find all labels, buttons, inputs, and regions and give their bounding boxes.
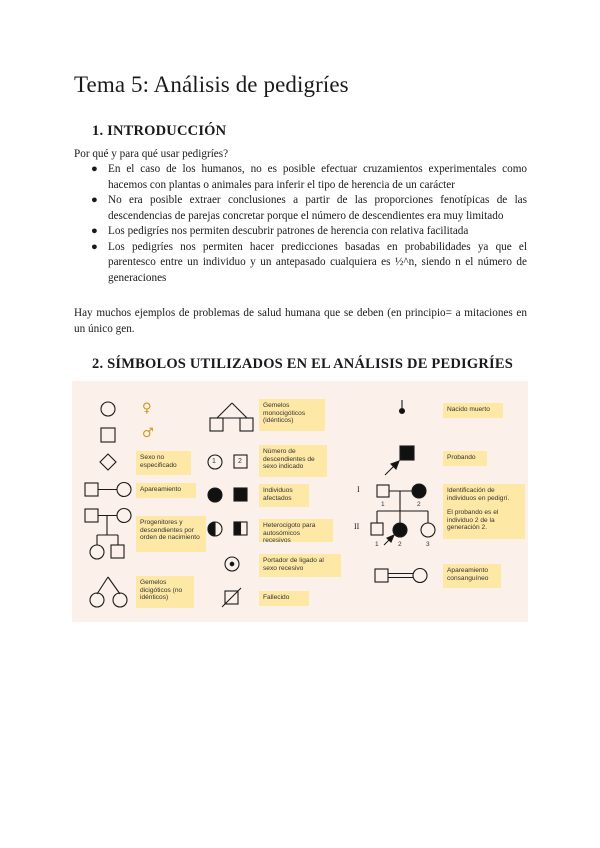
label-gemelos-monocigoticos: Gemelos monocigóticos (idénticos) — [259, 399, 325, 431]
pedigree-symbols-figure — [72, 381, 528, 622]
bullet-dot-icon: ● — [91, 240, 98, 253]
affected-male-icon — [234, 488, 247, 501]
number-two-label: 2 — [238, 458, 242, 465]
affected-female-icon — [208, 488, 222, 502]
carrier-icon — [225, 557, 239, 571]
consanguineous-mating-icon — [375, 569, 427, 583]
bullet-dot-icon: ● — [91, 163, 98, 175]
page-title: Tema 5: Análisis de pedigríes — [74, 72, 349, 97]
female-symbol-icon: ♀ — [142, 401, 152, 416]
monozygotic-twins-icon — [210, 403, 253, 431]
label-individuos-afectados: Individuos afectados — [259, 484, 309, 507]
pedigree-number-II1: 1 — [375, 541, 379, 548]
bullet-dot-icon: ● — [91, 225, 98, 237]
label-sexo-no-especificado: Sexo no especificado — [136, 451, 191, 475]
label-portador: Portador de ligado al sexo recesivo — [259, 554, 341, 577]
label-identificacion — [443, 484, 525, 539]
label-heterocigoto: Heterocigoto para autosómicos recesivos — [259, 519, 333, 542]
proband-icon — [385, 446, 414, 475]
label-fallecido: Fallecido — [259, 591, 309, 606]
dizygotic-twins-icon — [90, 577, 127, 607]
stillborn-icon — [400, 400, 405, 414]
list-item: ● En el caso de los humanos, no es posible efectuar cruzamientos experimentales como hacemos con plantas o animales para inferir el tipo de herencia de un carácter — [91, 163, 527, 191]
label-consanguineo: Apareamiento consanguíneo — [443, 564, 501, 588]
list-item: ● Los pedigríes nos permiten hacer predicciones basadas en probabilidades ya que el parentesco entre un individuo y un antepasado cualquiera es ½^n, siendo n el número de generaciones — [91, 240, 527, 284]
unknown-sex-diamond-icon — [100, 454, 116, 470]
label-identificacion-text: Identificación de individuos en pedigrí. — [447, 487, 510, 502]
number-one-label: 1 — [212, 458, 216, 465]
section-heading-simbolos: 2. SÍMBOLOS UTILIZADOS EN EL ANÁLISIS DE PEDIGRÍES — [92, 356, 513, 372]
male-square-icon — [101, 428, 115, 442]
intro-bullet-list — [74, 162, 527, 286]
generation-II-label: II — [354, 522, 360, 531]
intro-question: Por qué y para qué usar pedigríes? — [74, 148, 229, 160]
intro-closing-paragraph: Hay muchos ejemplos de problemas de salud humana que se deben (en principio= a mitaciones en un único gen. — [74, 307, 527, 335]
section-heading-introduccion: 1. INTRODUCCIÓN — [92, 123, 227, 139]
pedigree-number-II2: 2 — [398, 541, 402, 548]
label-gemelos-dicigoticos: Gemelos dicigóticos (no idénticos) — [136, 576, 194, 608]
pedigree-example-icon — [371, 484, 435, 545]
deceased-icon — [222, 588, 241, 607]
label-numero-descendientes: Número de descendientes de sexo indicado — [259, 445, 327, 477]
label-progenitores: Progenitores y descendientes por orden de nacimiento — [136, 516, 206, 552]
pedigree-number-I1: 1 — [381, 501, 385, 508]
parents-offspring-icon — [85, 509, 131, 560]
generation-I-label: I — [357, 485, 360, 494]
heterozygous-female-icon — [208, 522, 222, 536]
female-circle-icon — [101, 402, 115, 416]
male-symbol-icon: ♂ — [142, 426, 154, 441]
heterozygous-male-icon — [234, 522, 247, 535]
list-item: ● Los pedigríes nos permiten descubrir patrones de herencia con relativa facilitada — [74, 224, 527, 240]
label-nacido-muerto: Nacido muerto — [443, 403, 503, 418]
pedigree-number-II3: 3 — [426, 541, 430, 548]
label-probando: Probando — [443, 451, 487, 466]
mating-line-icon — [85, 483, 131, 497]
label-probando-nota: El probando es el individuo 2 de la generación 2. — [447, 509, 499, 532]
bullet-dot-icon: ● — [91, 194, 98, 206]
list-item: ● No era posible extraer conclusiones a partir de las proporciones fenotípicas de las descendencias de parejas concretar porque el número de descendientes era muy limitado — [91, 194, 527, 222]
pedigree-number-I2: 2 — [417, 501, 421, 508]
label-apareamiento: Apareamiento — [136, 483, 196, 498]
